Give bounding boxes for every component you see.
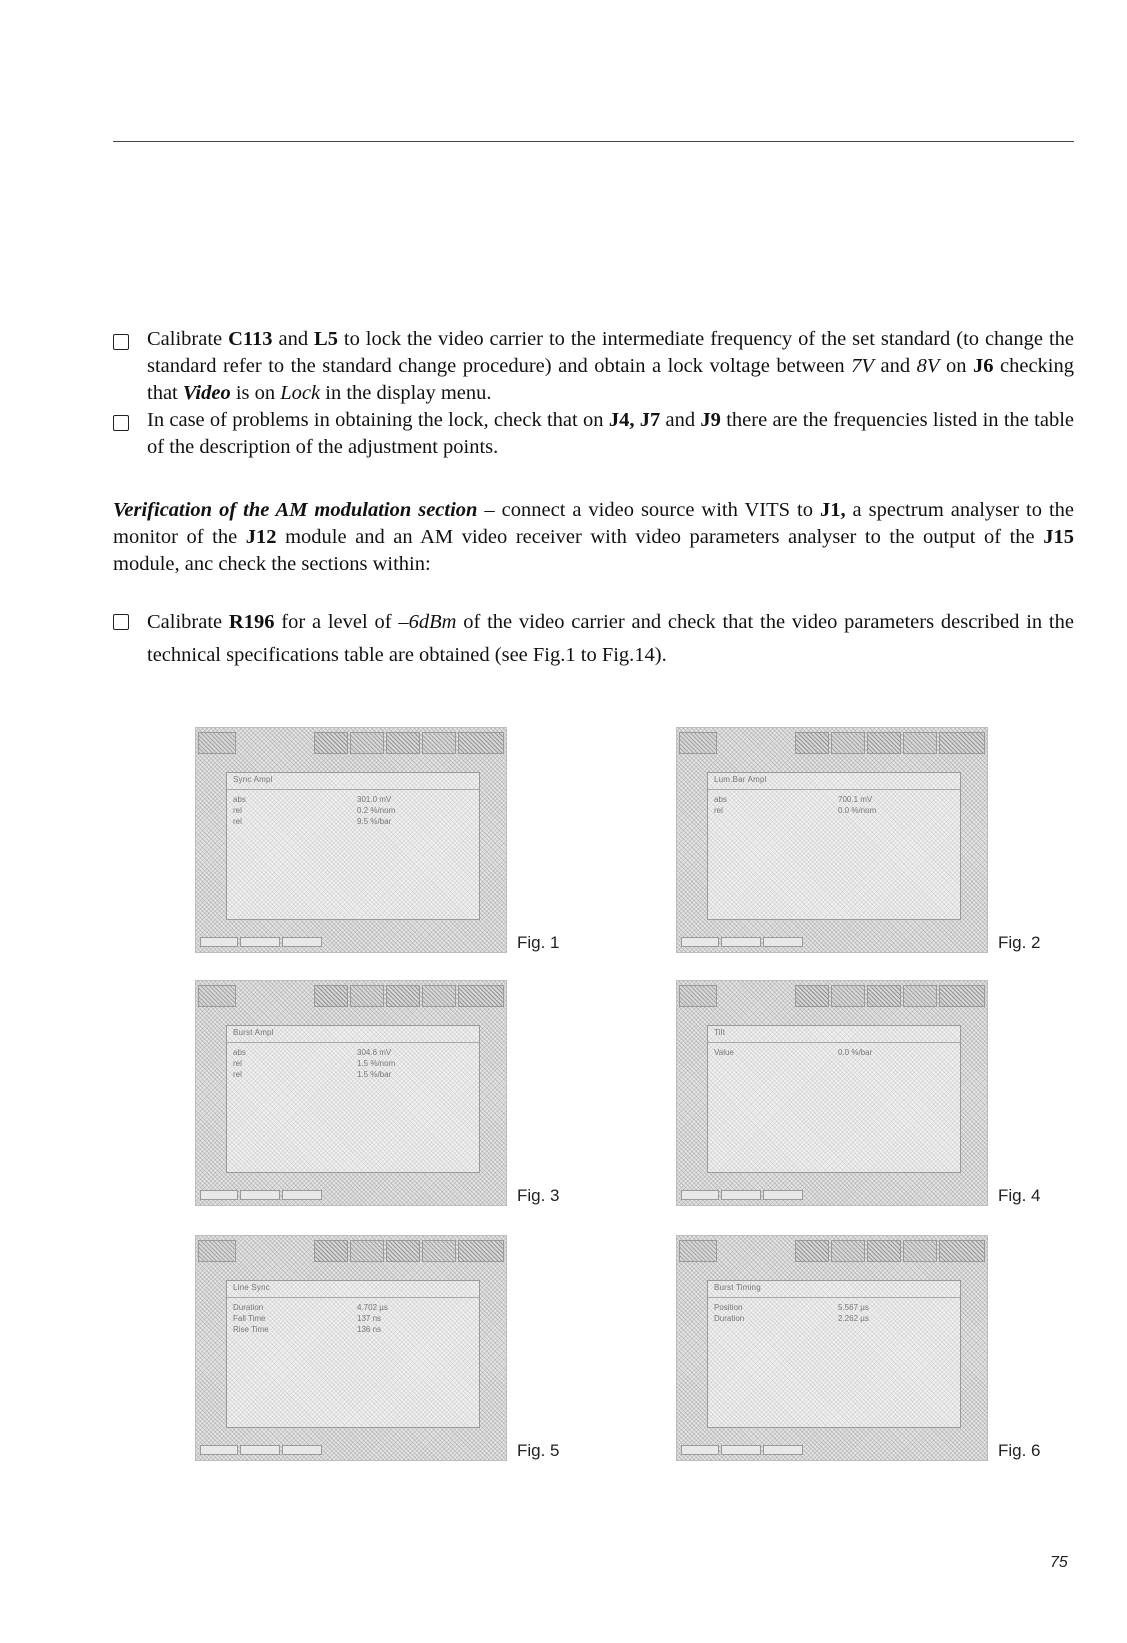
bullet-paragraph-3 [147,606,1074,672]
toolbar-button [939,985,985,1007]
measurement-value: 137 ns [357,1314,382,1323]
measurement-label: abs [233,795,246,804]
measurement-value: 0.0 %/bar [838,1048,873,1057]
bullet-2-text-run: J7 [639,409,661,431]
measurement-title: Tilt [714,1028,726,1037]
toolbar-button [198,1240,236,1262]
toolbar-button [386,1240,420,1262]
checkbox-bullet-icon [113,334,129,350]
verification-text-run: – connect a video source with VITS to [477,499,820,521]
verification-text-run: module, anc check the sections within: [113,553,431,575]
status-button [282,1445,322,1455]
measurement-label: abs [714,795,727,804]
bullet-1-text-run: L5 [314,328,338,350]
verification-paragraph [113,497,1074,578]
toolbar-button [350,732,384,754]
verification-text-run: J12 [245,526,277,548]
status-button [240,1190,280,1200]
measurement-label: Value [714,1048,734,1057]
bullet-1-text-run: 8V [916,355,940,377]
toolbar-button [795,1240,829,1262]
toolbar-button [939,732,985,754]
checkbox-bullet-icon [113,415,129,431]
measurement-value: 1.5 %/bar [357,1070,392,1079]
toolbar-button [422,1240,456,1262]
measurement-value: 0.0 %/nom [838,806,877,815]
toolbar-button [386,985,420,1007]
measurement-title: Sync Ampl [233,775,273,784]
status-button [763,1190,803,1200]
toolbar-button [831,985,865,1007]
toolbar-button [795,985,829,1007]
bullet-3-text-run: R196 [228,611,275,633]
toolbar-button [679,985,717,1007]
measurement-value: 301.0 mV [357,795,392,804]
figure-caption: Fig. 2 [998,933,1041,952]
measurement-window-header [227,1281,479,1298]
status-button [681,1445,719,1455]
status-bar [679,1177,985,1203]
figure-caption: Fig. 3 [517,1186,560,1205]
verification-text-run: Verification of the AM modulation section [113,499,478,521]
bullet-1-text-run: C113 [228,328,273,350]
measurement-value: 1.5 %/nom [357,1059,396,1068]
measurement-title: Line Sync [233,1283,270,1292]
verification-text-run: module and an AM video receiver with video parameters analyser to the output of the [276,526,1044,548]
bullet-1-text-run: Calibrate [147,328,229,350]
verification-text-run: J1, [819,499,846,521]
page-number: 75 [1050,1554,1068,1571]
bullet-2-text-run: J4, [608,409,635,431]
bullet-1-text-run: is on [230,382,281,404]
measurement-label: Duration [233,1303,264,1312]
bullet-1-text-run: to lock the video carrier to the intermediate frequency of the set standard (to change the standard refer to the standard change procedure) and obtain a lock voltage between [147,328,1074,377]
toolbar-button [903,985,937,1007]
status-bar [198,1432,504,1458]
bullet-1-text-run: 7V [851,355,874,377]
measurement-title: Burst Ampl [233,1028,274,1037]
measurement-label: Duration [714,1314,745,1323]
toolbar-button [350,1240,384,1262]
toolbar-button [314,1240,348,1262]
bullet-1-text-run: Video [182,382,231,404]
figure-caption: Fig. 4 [998,1186,1041,1205]
toolbar-button [867,1240,901,1262]
analyser-screenshot [676,727,988,953]
toolbar-button [903,1240,937,1262]
measurement-value: 700.1 mV [838,795,873,804]
measurement-value: 136 ns [357,1325,382,1334]
analyser-screenshot [195,727,507,953]
verification-text-run: J15 [1043,526,1074,548]
measurement-value: 5.567 µs [838,1303,869,1312]
toolbar-button [458,985,504,1007]
status-button [282,1190,322,1200]
measurement-value: 4.702 µs [357,1303,388,1312]
measurement-window [707,772,961,920]
bullet-1-text-run: on [939,355,973,377]
measurement-window-header [227,1026,479,1043]
toolbar-button [350,985,384,1007]
status-button [681,1190,719,1200]
figure-caption: Fig. 5 [517,1441,560,1460]
bullet-3-text-run: Calibrate [147,611,229,633]
checkbox-bullet-icon [113,614,129,630]
measurement-window [707,1025,961,1173]
toolbar-button [939,1240,985,1262]
toolbar-button [795,732,829,754]
measurement-window [226,772,480,920]
status-bar [679,1432,985,1458]
status-bar [198,1177,504,1203]
status-button [200,1190,238,1200]
toolbar-button [679,1240,717,1262]
analyser-screenshot [195,980,507,1206]
figure-caption: Fig. 1 [517,933,560,952]
toolbar-button [831,732,865,754]
measurement-label: rel [233,817,242,826]
bullet-1-text-run: J6 [972,355,994,377]
toolbar-button [422,732,456,754]
measurement-label: rel [233,1059,242,1068]
measurement-window [226,1025,480,1173]
status-button [763,1445,803,1455]
measurement-value: 9.5 %/bar [357,817,392,826]
measurement-label: abs [233,1048,246,1057]
measurement-window-header [708,1281,960,1298]
bullet-1-text-run: Lock [280,382,321,404]
status-button [721,1190,761,1200]
toolbar-button [198,985,236,1007]
status-button [681,937,719,947]
measurement-label: rel [714,806,723,815]
bullet-2-text-run: and [660,409,701,431]
figure-caption: Fig. 6 [998,1441,1041,1460]
status-button [240,1445,280,1455]
status-bar [679,924,985,950]
status-button [282,937,322,947]
measurement-label: rel [233,806,242,815]
bullet-2-text-run: In case of problems in obtaining the lock, check that on [147,409,609,431]
toolbar-button [679,732,717,754]
measurement-window-header [227,773,479,790]
top-rule [113,141,1074,142]
status-button [240,937,280,947]
status-button [721,937,761,947]
bullet-3-text-run: for a level of [274,611,399,633]
toolbar-button [422,985,456,1007]
measurement-window [707,1280,961,1428]
status-button [721,1445,761,1455]
toolbar-button [903,732,937,754]
status-button [200,937,238,947]
measurement-window [226,1280,480,1428]
toolbar-button [314,732,348,754]
measurement-title: Lum.Bar Ampl [714,775,767,784]
analyser-screenshot [676,980,988,1206]
bullet-1-text-run: checking that [147,355,1074,404]
bullet-1-text-run: and [272,328,315,350]
analyser-screenshot [676,1235,988,1461]
measurement-label: Rise Time [233,1325,269,1334]
measurement-window-header [708,1026,960,1043]
measurement-value: 2.262 µs [838,1314,869,1323]
bullet-1-text-run: and [873,355,917,377]
toolbar-button [831,1240,865,1262]
measurement-label: Fall Time [233,1314,266,1323]
bullet-paragraph-1 [147,326,1074,407]
measurement-window-header [708,773,960,790]
status-button [763,937,803,947]
status-button [200,1445,238,1455]
bullet-1-text-run: in the display menu. [320,382,492,404]
toolbar-button [198,732,236,754]
toolbar-button [386,732,420,754]
bullet-paragraph-2 [147,407,1074,461]
status-bar [198,924,504,950]
analyser-screenshot [195,1235,507,1461]
measurement-label: rel [233,1070,242,1079]
toolbar-button [867,985,901,1007]
bullet-3-text-run: of the video carrier and check that the video parameters described in the technical specifications table are obtained (see Fig.1 to Fig.14). [147,611,1074,666]
measurement-value: 0.2 %/nom [357,806,396,815]
bullet-3-text-run: –6dBm [398,611,457,633]
toolbar-button [314,985,348,1007]
toolbar-button [458,732,504,754]
toolbar-button [458,1240,504,1262]
toolbar-button [867,732,901,754]
measurement-value: 304.6 mV [357,1048,392,1057]
measurement-title: Burst Timing [714,1283,761,1292]
bullet-2-text-run: there are the frequencies listed in the table of the description of the adjustment points. [147,409,1074,458]
bullet-2-text-run: J9 [700,409,721,431]
measurement-label: Position [714,1303,743,1312]
verification-text-run: a spectrum analyser to the monitor of the [113,499,1074,548]
